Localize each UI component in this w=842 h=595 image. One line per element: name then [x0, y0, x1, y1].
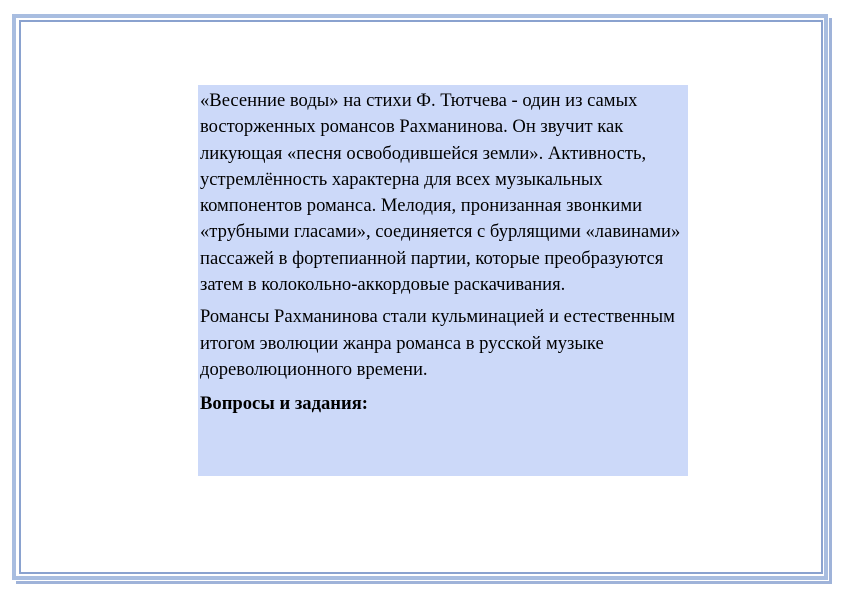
questions-heading: Вопросы и задания: — [200, 393, 368, 415]
paragraph-vesennie-vody: «Весенние воды» на стихи Ф. Тютчева - один из самых восторженных романсов Рахманинова. Он звучит как ликующая «песня освободившейся земли». Активность, устремлённость характерна для всех музыкальных компонентов романса. Мелодия, пронизанная звонкими «трубными гласами», соединяется с бурлящими «лавинами» пассажей в фортепианной партии, которые преобразуются затем в колокольно-аккордовые раскачивания. — [200, 90, 681, 296]
text-block — [198, 85, 688, 476]
paragraph-conclusion: Романсы Рахманинова стали кульминацией и естественным итогом эволюции жанра романса в русской музыке дореволюционного времени. — [200, 306, 675, 380]
